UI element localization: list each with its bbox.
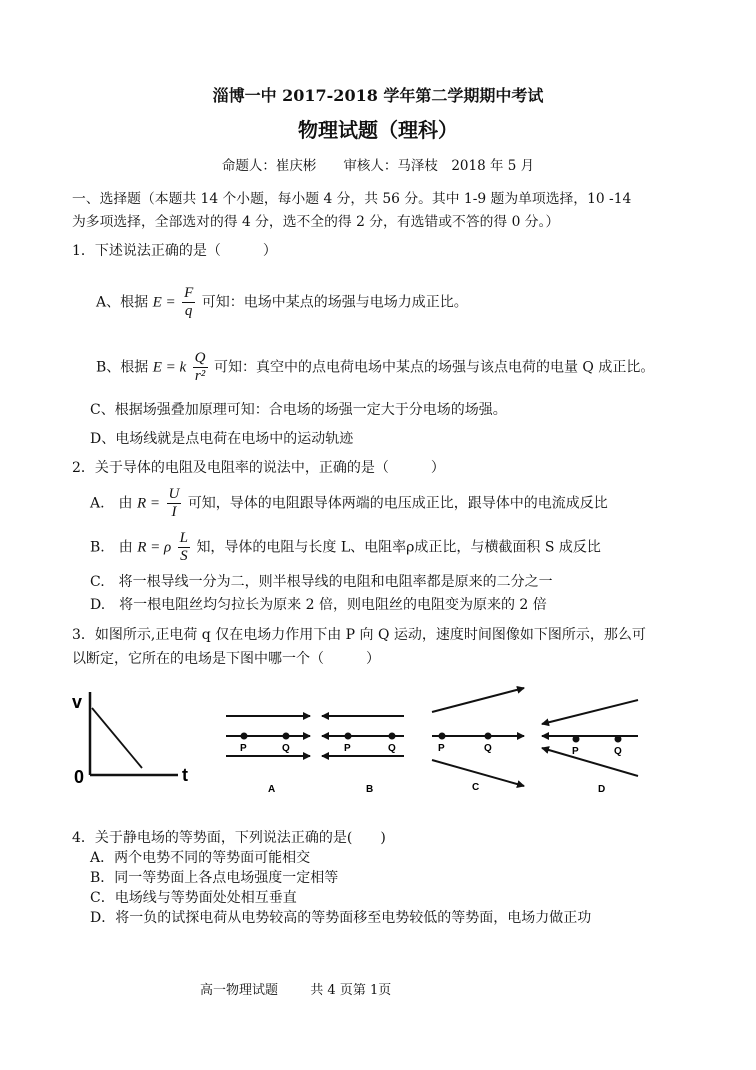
- section-instructions-line1: 一、选择题（本题共 14 个小题，每小题 4 分，共 56 分。其中 1-9 题为单项选择，10 -14: [72, 191, 632, 207]
- authors-line: 命题人：崔庆彬 审核人：马泽枝 2018 年 5 月: [221, 158, 535, 174]
- option-b-prefix: B、根据: [96, 359, 149, 376]
- formula-lhs: R =: [137, 495, 161, 512]
- formula-lhs: E =: [152, 294, 176, 311]
- question-4-option-a: A．两个电势不同的等势面可能相交: [90, 850, 311, 866]
- question-1-option-c: C、根据场强叠加原理可知：合电场的场强一定大于分电场的场强。: [90, 402, 507, 418]
- question-4-option-c: C．电场线与等势面处处相互垂直: [90, 890, 297, 906]
- v-axis-label: v: [72, 692, 83, 712]
- field-line: [542, 700, 638, 724]
- option-b-prefix: B. 由: [90, 539, 133, 556]
- formula-fraction: [167, 486, 182, 521]
- question-4-stem: 4．关于静电场的等势面，下列说法正确的是( ): [72, 830, 386, 846]
- question-1-option-b: [96, 350, 654, 385]
- point-p: [574, 737, 579, 742]
- label-q: Q: [388, 743, 396, 754]
- label-p: P: [240, 743, 247, 754]
- option-b-text: 知，导体的电阻与长度 L、电阻率ρ成正比，与横截面积 S 成反比: [196, 539, 601, 556]
- point-q: [616, 737, 621, 742]
- label-p: P: [438, 743, 445, 754]
- label-p: P: [344, 743, 351, 754]
- exam-title: 淄博一中 2017-2018 学年第二学期期中考试: [212, 86, 544, 105]
- question-2-option-c: C. 将一根导线一分为二，则半根导线的电阻和电阻率都是原来的二分之一: [90, 574, 553, 590]
- fraction-numerator: L: [179, 530, 188, 546]
- option-a-text: 可知：电场中某点的场强与电场力成正比。: [201, 294, 468, 311]
- fraction-numerator: Q: [194, 350, 206, 366]
- formula-lhs: E = k: [152, 359, 187, 376]
- origin-label: 0: [74, 767, 85, 787]
- point-q: [284, 734, 289, 739]
- field-panel-c: [432, 688, 524, 786]
- formula-fraction: [193, 350, 208, 385]
- formula-fraction: [182, 285, 195, 320]
- option-a-prefix: A. 由: [90, 495, 133, 512]
- fraction-denominator: q: [184, 303, 193, 319]
- fraction-denominator: r²: [194, 368, 206, 384]
- formula-lhs: R = ρ: [137, 539, 172, 556]
- label-q: Q: [484, 743, 492, 754]
- option-b-text: 可知：真空中的点电荷电场中某点的场强与该点电荷的电量 Q 成正比。: [213, 359, 655, 376]
- question-2-option-b: [90, 530, 601, 565]
- velocity-line: [92, 708, 142, 768]
- panel-b-label: B: [366, 784, 374, 795]
- field-line: [432, 688, 524, 712]
- option-a-text: 可知，导体的电阻跟导体两端的电压成正比，跟导体中的电流成反比: [187, 495, 608, 512]
- question-4-option-d: D．将一负的试探电荷从电势较高的等势面移至电势较低的等势面，电场力做正功: [90, 910, 592, 926]
- fraction-numerator: U: [168, 486, 180, 502]
- fraction-denominator: S: [180, 548, 188, 564]
- panel-c-label: C: [472, 782, 480, 793]
- label-p: P: [572, 746, 579, 757]
- fraction-numerator: F: [184, 285, 194, 301]
- formula-fraction: [178, 530, 190, 565]
- point-q: [486, 734, 491, 739]
- field-panel-a: [226, 716, 310, 756]
- question-4-option-b: B．同一等势面上各点电场强度一定相等: [90, 870, 339, 886]
- question-2-option-d: D. 将一根电阻丝均匀拉长为原来 2 倍，则电阻丝的电阻变为原来的 2 倍: [90, 597, 547, 613]
- question-2-option-a: [90, 486, 608, 521]
- question-3-figure: [70, 680, 690, 800]
- footer-page-count: 共 4 页第 1页: [310, 983, 392, 998]
- option-a-prefix: A、根据: [96, 294, 149, 311]
- section-instructions-line2: 为多项选择，全部选对的得 4 分，选不全的得 2 分，有选错或不答的得 0 分。）: [72, 214, 560, 230]
- question-1-option-d: D、电场线就是点电荷在电场中的运动轨迹: [90, 431, 354, 447]
- fraction-denominator: I: [171, 504, 177, 520]
- subject-title: 物理试题（理科）: [298, 118, 458, 142]
- page-footer: [200, 982, 391, 1000]
- question-1-stem: 1．下述说法正确的是（ ）: [72, 243, 277, 259]
- question-2-stem: 2．关于导体的电阻及电阻率的说法中，正确的是（ ）: [72, 460, 445, 476]
- velocity-time-graph: [72, 692, 188, 787]
- t-axis-label: t: [182, 765, 188, 785]
- label-q: Q: [614, 746, 622, 757]
- point-q: [390, 734, 395, 739]
- question-3-line1: 3．如图所示,正电荷 q 仅在电场力作用下由 P 向 Q 运动，速度时间图像如下图所示，那么可: [72, 627, 646, 643]
- point-p: [346, 734, 351, 739]
- panel-a-label: A: [268, 784, 276, 795]
- point-p: [242, 734, 247, 739]
- point-p: [440, 734, 445, 739]
- field-line: [542, 748, 638, 776]
- panel-d-label: D: [598, 784, 606, 795]
- label-q: Q: [282, 743, 290, 754]
- question-3-line2: 以断定，它所在的电场是下图中哪一个（ ）: [72, 651, 380, 667]
- footer-course: 高一物理试题: [200, 983, 279, 998]
- question-1-option-a: [96, 285, 468, 320]
- field-panel-d: [542, 700, 638, 776]
